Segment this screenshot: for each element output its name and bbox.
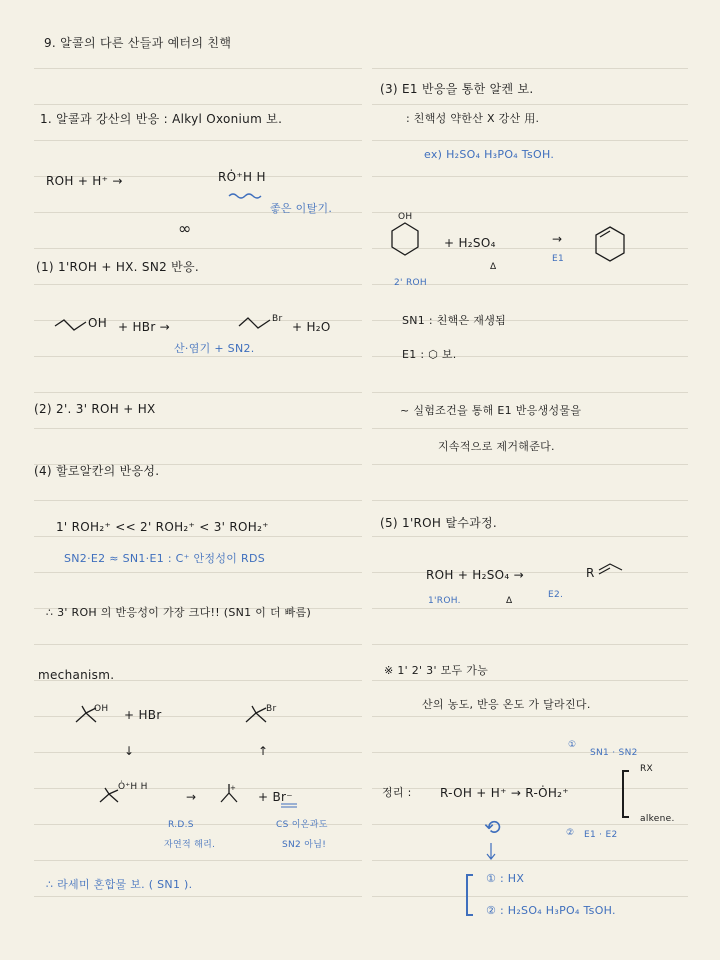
section-1-heading: 1. 알콜과 강산의 반응 : Alkyl Oxonium 보.: [40, 112, 283, 126]
point-5-e2: E2.: [548, 590, 564, 600]
point-4-heading: (4) 할로알칸의 반응성.: [34, 464, 160, 478]
point-2-heading: (2) 2'. 3' ROH + HX: [34, 402, 156, 416]
mech-oh: OH: [94, 704, 109, 714]
cyclohexanol-oh: OH: [398, 212, 413, 222]
summary-circle-1: ①: [568, 740, 577, 750]
cyclohexanol-delta: Δ: [490, 262, 497, 272]
eq1-product: RȮ⁺H H: [218, 170, 266, 184]
remark-line-1: ~ 실험조건을 통해 E1 반응생성물을: [400, 404, 582, 417]
cyclohexene-structure: [594, 226, 626, 262]
sn1-line: SN1 : 친핵은 재생됨: [402, 314, 507, 327]
svg-text:+: +: [230, 784, 236, 792]
eq2-middle: + HBr →: [118, 320, 171, 334]
page-title: 9. 알콜의 다른 산들과 예터의 친핵: [44, 36, 232, 50]
cyclohexanol-label: 2' ROH: [394, 278, 427, 288]
summary-rx: RX: [640, 764, 654, 774]
point-3-sub: : 친핵성 약한산 X 강산 用.: [406, 112, 540, 125]
mech-rds-note: 자연적 해리.: [164, 840, 216, 850]
oxonium-structure: [98, 786, 120, 804]
final-line-2: ② : H₂SO₄ H₃PO₄ TsOH.: [486, 904, 616, 917]
eq2-oh: OH: [88, 316, 108, 330]
point-3-examples: ex) H₂SO₄ H₃PO₄ TsOH.: [424, 148, 555, 161]
mech-br: Br: [266, 704, 277, 714]
eq2-br: Br: [272, 314, 283, 324]
mech-rds: R.D.S: [168, 820, 194, 830]
mech-oxonium: Ȯ⁺H H: [118, 782, 148, 792]
star-line-1: ※ 1' 2' 3' 모두 가능: [384, 664, 489, 677]
summary-curved-arrow: ⟲: [484, 815, 502, 839]
summary-equation: R-OH + H⁺ → R-ȮH₂⁺: [440, 786, 569, 800]
summary-circle-2: ②: [566, 828, 575, 838]
point-5-heading: (5) 1'ROH 탈수과정.: [380, 516, 498, 530]
tert-butyl-br-structure: [244, 704, 268, 724]
e1-line: E1 : ⬡ 보.: [402, 348, 457, 361]
point-3-heading: (3) E1 반응을 통한 알켄 보.: [380, 82, 534, 96]
cyclohexanol-arrow: →: [552, 232, 563, 246]
mechanism-heading: mechanism.: [38, 668, 115, 682]
point-5-equation: ROH + H₂SO₄ →: [426, 568, 524, 582]
cyclohexanol-e1: E1: [552, 254, 565, 264]
summary-path-2: E1 · E2: [584, 830, 618, 840]
mech-up-arrow: ↑: [258, 744, 269, 758]
point-5-delta: Δ: [506, 596, 513, 606]
summary-label: 정리 :: [382, 786, 412, 799]
final-line-1: ① : HX: [486, 872, 525, 885]
eq1-left: ROH + H⁺ →: [46, 174, 123, 188]
conclusion-1: ∴ 3' ROH 의 반응성이 가장 크다!! (SN1 이 더 빠름): [46, 606, 312, 619]
infinity-mark: ∞: [178, 219, 192, 238]
eq1-note: 좋은 이탈기.: [270, 202, 333, 215]
reactivity-note: SN2·E2 ≈ SN1·E1 : C⁺ 안정성이 RDS: [64, 552, 265, 565]
mech-arrow: →: [186, 790, 197, 804]
mech-note-1: CS 이온과도: [276, 820, 328, 830]
ethyl-zigzag-left: [54, 318, 88, 332]
star-line-2: 산의 농도, 반응 온도 가 달라진다.: [422, 698, 591, 711]
final-bracket: [466, 874, 473, 916]
summary-path-1: SN1 · SN2: [590, 748, 638, 758]
eq2-note: 산·염기 + SN2.: [174, 342, 255, 355]
cyclohexanol-structure: [390, 222, 420, 256]
point-1-heading: (1) 1'ROH + HX. SN2 반응.: [36, 260, 200, 274]
mech-plus-br: + Br⁻: [258, 790, 293, 804]
point-5-product: R: [586, 566, 595, 580]
remark-line-2: 지속적으로 제거해준다.: [438, 440, 555, 453]
conclusion-2: ∴ 라세미 혼합물 보. ( SN1 ).: [46, 878, 193, 891]
cyclohexanol-reagent: + H₂SO₄: [444, 236, 496, 250]
summary-bracket: [622, 770, 629, 818]
mech-hbr: + HBr: [124, 708, 162, 722]
alkene-tail: [598, 562, 624, 576]
ethyl-zigzag-right: [238, 316, 272, 330]
mech-down-arrow: ↓: [124, 744, 135, 758]
point-5-sub-1roh: 1'ROH.: [428, 596, 461, 606]
mech-note-2: SN2 아님!: [282, 840, 327, 850]
eq1-underline-wave: [228, 192, 262, 200]
eq2-water: + H₂O: [292, 320, 331, 334]
summary-alkene: alkene.: [640, 814, 675, 824]
reactivity-order: 1' ROH₂⁺ << 2' ROH₂⁺ < 3' ROH₂⁺: [56, 520, 269, 534]
carbocation-structure: [218, 782, 240, 804]
br-underline: [280, 803, 298, 809]
summary-down-arrow: [484, 842, 498, 862]
